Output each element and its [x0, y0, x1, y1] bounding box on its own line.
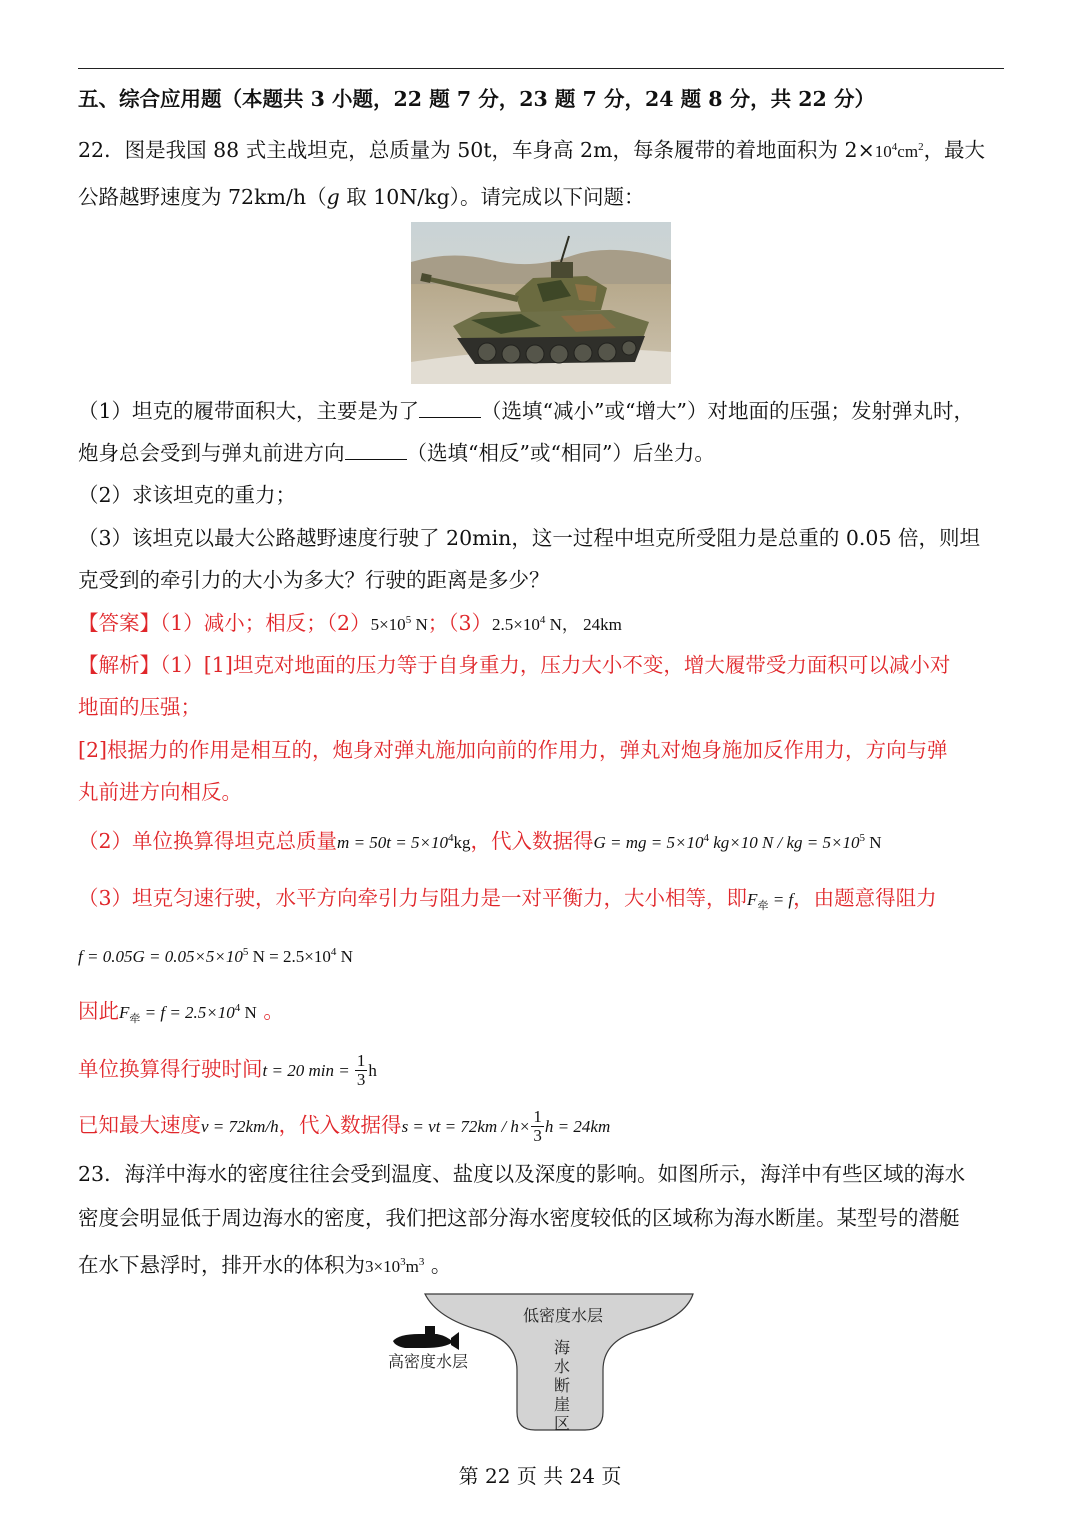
- q22-part1-line2: 炮身总会受到与弹丸前进方向 （选填“相反”或“相同”）后坐力。: [78, 441, 715, 465]
- q22-part3-line2: 克受到的牵引力的大小为多大？行驶的距离是多少？: [78, 568, 550, 592]
- analysis-line4: 丸前进方向相反。: [78, 780, 242, 804]
- analysis-line1: 【解析】（1）[1]坦克对地面的压力等于自身重力，压力大小不变，增大履带受力面积可以减小对: [78, 653, 951, 677]
- page-footer: 第 22 页 共 24 页: [458, 1464, 622, 1488]
- tank-illustration: [411, 222, 671, 384]
- answer-force: $2.5\times 10^4$ N: [492, 614, 562, 634]
- balance-formula: $F_牵 = f$: [747, 890, 794, 912]
- q22-part3-line1: （3）该坦克以最大公路越野速度行驶了 20min，这一过程中坦克所受阻力是总重的 0.05 倍，则坦: [78, 526, 981, 550]
- speed-formula: v = 72km/h: [201, 1117, 279, 1136]
- traction-formula: $F_牵 = f = 2.5\times 10^4$ N: [119, 1002, 257, 1025]
- gravity-formula: G = mg = $5\times 10^4$ kg×10 N / kg = $5\times 10^5$ N: [593, 832, 882, 852]
- q22-line1-tail: ，最大: [923, 138, 986, 162]
- mass-formula: $m = 50t = 5\times 10^4kg$: [337, 832, 471, 852]
- q22-part2: （2）求该坦克的重力；: [78, 483, 297, 507]
- answer-distance: ， 24km: [561, 615, 622, 634]
- answer-blank-2[interactable]: [345, 439, 407, 460]
- calc-mass-line: （2）单位换算得坦克总质量$m = 50t = 5\times 10^4kg$，代入数据得G = mg = $5\times 10^4$ kg×10 N / kg = $5\times 10^5$ N: [78, 829, 882, 853]
- analysis-line2: 地面的压强；: [78, 695, 201, 719]
- calc-distance-line: 已知最大速度v = 72km/h，代入数据得s = vt = 72km / h× $\frac{1}{3}$ h = 24km: [78, 1107, 611, 1145]
- analysis-line3: [2]根据力的作用是相互的，炮身对弹丸施加向前的作用力，弹丸对炮身施加反作用力，方向与弹: [78, 738, 948, 762]
- answer-blank-1[interactable]: [419, 397, 481, 418]
- calc-force-line: （3）坦克匀速行驶，水平方向牵引力与阻力是一对平衡力，大小相等，即$F_牵 = f$，由题意得阻力: [78, 886, 937, 912]
- answer-gravity: $5\times 10^5$ N: [370, 614, 428, 634]
- calc-time-line: 单位换算得行驶时间t = 20 min = $\frac{1}{3}$ h: [78, 1051, 377, 1089]
- tank-photo: [411, 222, 671, 384]
- friction-formula: $f = 0.05G = 0.05\times 5\times 10^5$ $N = 2.5\times 10^4$ N: [78, 946, 353, 966]
- q22-part1-line1: （1）坦克的履带面积大，主要是为了 （选填“减小”或“增大”）对地面的压强；发射弹丸时，: [78, 399, 974, 423]
- q22-area-value: $10^4cm^2$: [874, 141, 924, 161]
- calc-friction-line: [78, 940, 1008, 972]
- answer-label: 【答案】: [78, 611, 160, 635]
- distance-formula: s = vt = 72km / h×: [401, 1117, 531, 1136]
- answer-line: 【答案】（1）减小；相反；$(2)5\times 10^5$ N；$(3)2.5\times 10^4$ N， 24km: [78, 611, 622, 635]
- cliff-zone-label: 海 水 断 崖 区: [553, 1338, 570, 1433]
- q22-line1: [78, 135, 1008, 167]
- low-density-label: 低密度水层: [523, 1306, 604, 1325]
- analysis-label: 【解析】: [78, 653, 160, 677]
- section-title: 五、综合应用题（本题共 3 小题，22 题 7 分，23 题 7 分，24 题 8 分，共 22 分）: [78, 87, 875, 111]
- high-density-label: 高密度水层: [388, 1352, 469, 1371]
- q23-line2: 密度会明显低于周边海水的密度，我们把这部分海水密度较低的区域称为海水断崖。某型号的潜艇: [78, 1206, 960, 1230]
- q22-line1-text: 22．图是我国 88 式主战坦克，总质量为 50t，车身高 2m，每条履带的着地面积为 2×: [78, 138, 875, 162]
- q23-line3: 在水下悬浮时，排开水的体积为$3\times 10^3m^3$ 。: [78, 1253, 452, 1277]
- top-rule: [78, 68, 1004, 69]
- sea-cliff-diagram: [385, 1290, 705, 1440]
- q23-line1: 23．海洋中海水的密度往往会受到温度、盐度以及深度的影响。如图所示，海洋中有些区域的海水: [78, 1162, 966, 1186]
- q22-line2: 公路越野速度为 72km/h（g 取 10N/kg）。请完成以下问题：: [78, 185, 645, 209]
- time-formula: t = 20 min =: [262, 1061, 354, 1080]
- calc-hence-line: 因此$F_牵 = f = 2.5\times 10^4$ N 。: [78, 999, 284, 1025]
- volume-value: $3\times 10^3m^3$: [365, 1256, 425, 1276]
